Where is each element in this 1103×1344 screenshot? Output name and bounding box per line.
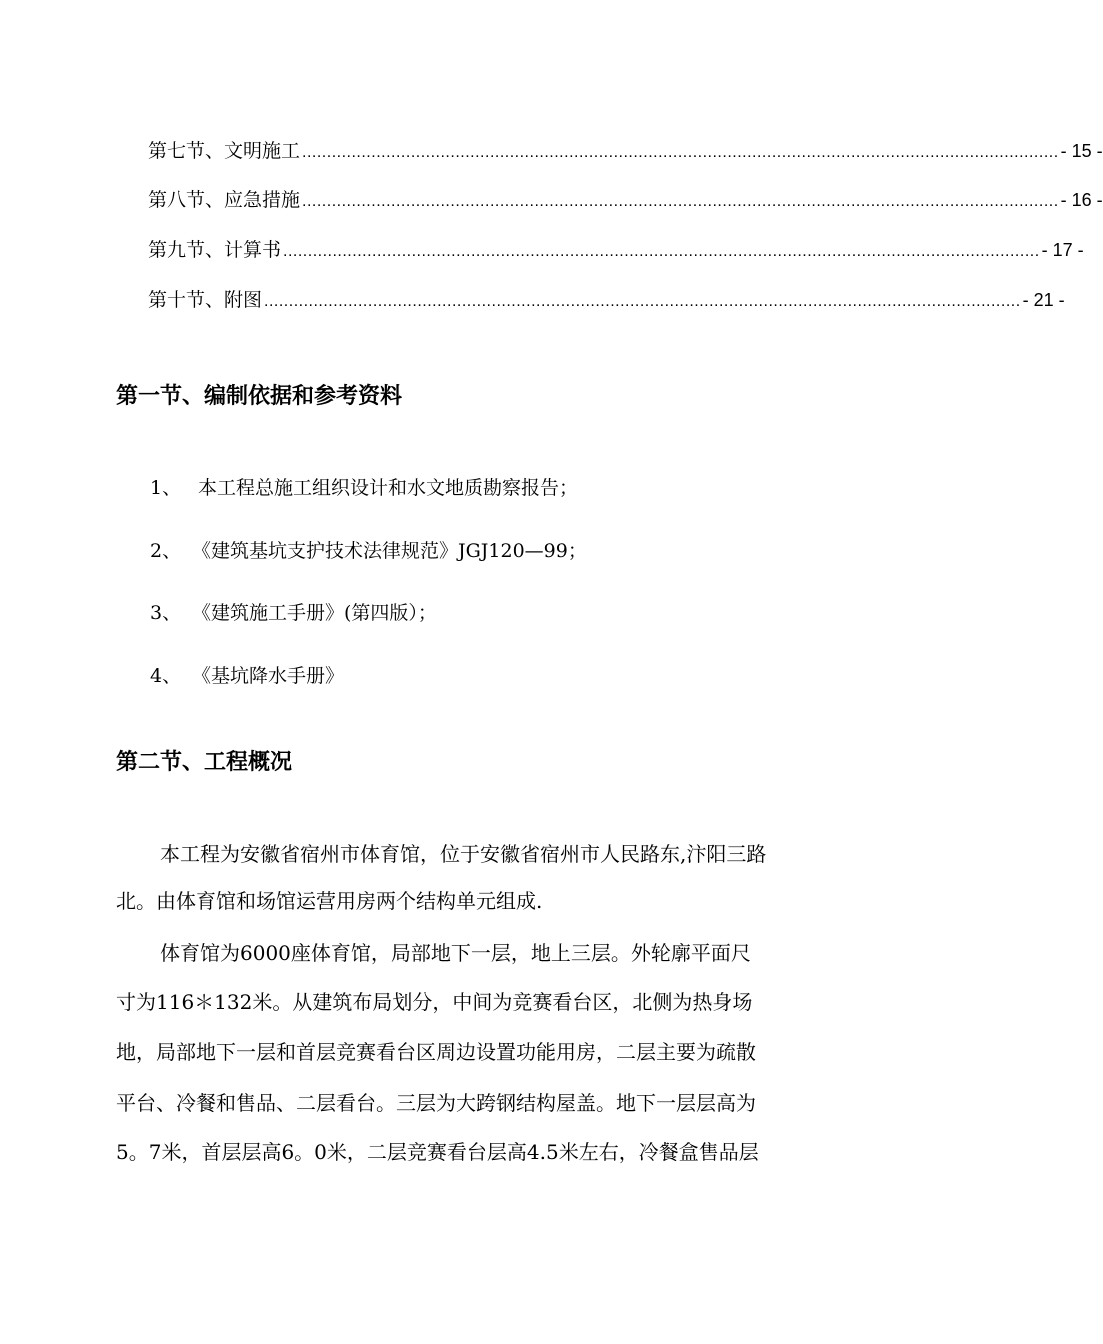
list-item-number: 1、 xyxy=(150,477,182,499)
paragraph-line: 寸为116＊132米。从建筑布局划分，中间为竞赛看台区，北侧为热身场 xyxy=(116,990,753,1014)
toc-entry[interactable] xyxy=(148,186,1103,214)
list-item-number: 3、 xyxy=(150,602,182,624)
toc-entry-page: - 21 - xyxy=(1022,290,1065,310)
list-item-text: 《基坑降水手册》 xyxy=(192,665,345,687)
toc-leader-dots: ......................................................................................................................................................... xyxy=(302,193,1059,210)
list-item xyxy=(150,662,344,690)
list-item xyxy=(150,599,437,627)
toc-entry[interactable] xyxy=(148,286,1065,314)
paragraph-line: 本工程为安徽省宿州市体育馆，位于安徽省宿州市人民路东,汴阳三路 xyxy=(160,842,767,866)
list-item xyxy=(150,474,578,502)
toc-entry-page: - 17 - xyxy=(1041,240,1084,260)
paragraph-line: 平台、冷餐和售品、二层看台。三层为大跨钢结构屋盖。地下一层层高为 xyxy=(116,1091,756,1115)
list-item-text: 《建筑施工手册》(第四版）； xyxy=(192,602,437,624)
toc-entry-title: 第十节、附图 xyxy=(148,289,263,311)
section-heading: 第一节、编制依据和参考资料 xyxy=(116,383,403,409)
toc-entry[interactable] xyxy=(148,236,1084,264)
paragraph-line: 地，局部地下一层和首层竞赛看台区周边设置功能用房，二层主要为疏散 xyxy=(116,1040,756,1064)
list-item-text: 本工程总施工组织设计和水文地质勘察报告； xyxy=(192,477,579,499)
list-item-number: 4、 xyxy=(150,665,182,687)
section-heading: 第二节、工程概况 xyxy=(116,749,293,775)
toc-leader-dots: ......................................................................................................................................................... xyxy=(283,243,1040,260)
paragraph-line: 5。7米，首层层高6。0米，二层竞赛看台层高4.5米左右，冷餐盒售品层 xyxy=(116,1140,759,1164)
toc-leader-dots: ......................................................................................................................................................... xyxy=(264,293,1021,310)
list-item-text: 《建筑基坑支护技术法律规范》JGJ120—99； xyxy=(192,540,587,562)
toc-entry-title: 第八节、应急措施 xyxy=(148,189,301,211)
toc-leader-dots: ......................................................................................................................................................... xyxy=(302,144,1059,161)
paragraph-line: 体育馆为6000座体育馆，局部地下一层，地上三层。外轮廓平面尺 xyxy=(160,941,751,965)
toc-entry-page: - 15 - xyxy=(1060,141,1103,161)
toc-entry-title: 第九节、计算书 xyxy=(148,239,282,261)
toc-entry-page: - 16 - xyxy=(1060,190,1103,210)
list-item xyxy=(150,537,587,565)
list-item-number: 2、 xyxy=(150,540,182,562)
toc-entry[interactable] xyxy=(148,137,1103,165)
paragraph-line: 北。由体育馆和场馆运营用房两个结构单元组成. xyxy=(116,889,543,913)
toc-entry-title: 第七节、文明施工 xyxy=(148,140,301,162)
